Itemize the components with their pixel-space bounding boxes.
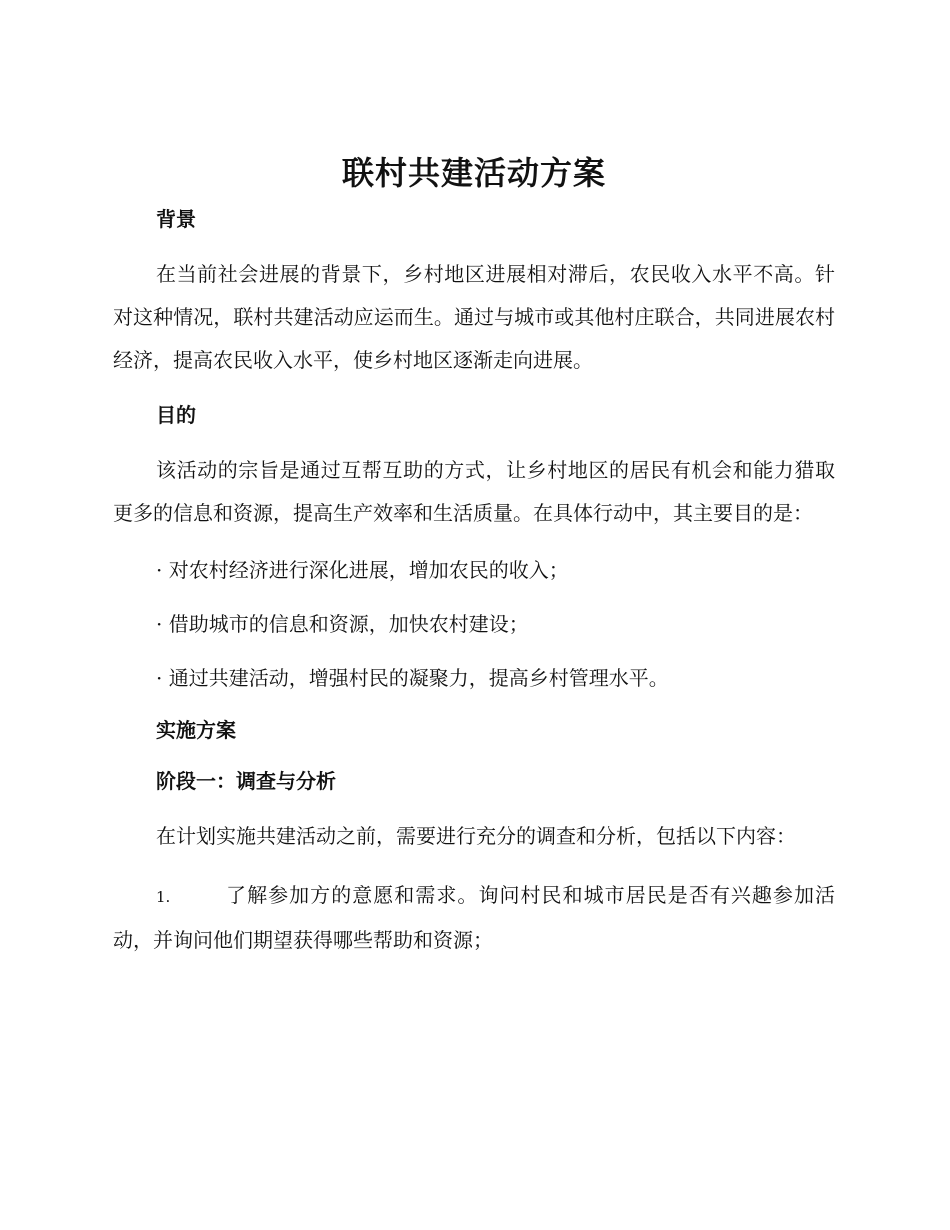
- section-heading-plan: 实施方案: [156, 718, 236, 742]
- purpose-bullet: · 借助城市的信息和资源，加快农村建设；: [156, 612, 529, 636]
- section-heading-background: 背景: [156, 207, 196, 231]
- stage1-heading: 阶段一：调查与分析: [156, 769, 336, 793]
- list-item-text: 了解参加方的意愿和需求。询问村民和城市居民是否有兴趣参加活动，并询问他们期望获得哪些帮助和资源；: [113, 883, 835, 952]
- document-body: [113, 150, 835, 962]
- purpose-bullet: · 对农村经济进行深化进展，增加农民的收入；: [156, 558, 569, 582]
- stage1-paragraph: 在计划实施共建活动之前，需要进行充分的调查和分析，包括以下内容：: [156, 824, 796, 848]
- purpose-paragraph: 该活动的宗旨是通过互帮互助的方式，让乡村地区的居民有机会和能力猎取更多的信息和资源，提高生产效率和生活质量。在具体行动中，其主要目的是：: [113, 458, 835, 525]
- document-title: 联村共建活动方案: [341, 154, 606, 192]
- numbered-list-item: [113, 874, 835, 962]
- list-number: 1.: [156, 888, 171, 906]
- section-heading-purpose: 目的: [156, 403, 196, 427]
- purpose-bullet: · 通过共建活动，增强村民的凝聚力，提高乡村管理水平。: [156, 666, 669, 690]
- background-paragraph: 在当前社会进展的背景下，乡村地区进展相对滞后，农民收入水平不高。针对这种情况，联村共建活动应运而生。通过与城市或其他村庄联合，共同进展农村经济，提高农民收入水平，使乡村地区逐渐走向进展。: [113, 262, 835, 372]
